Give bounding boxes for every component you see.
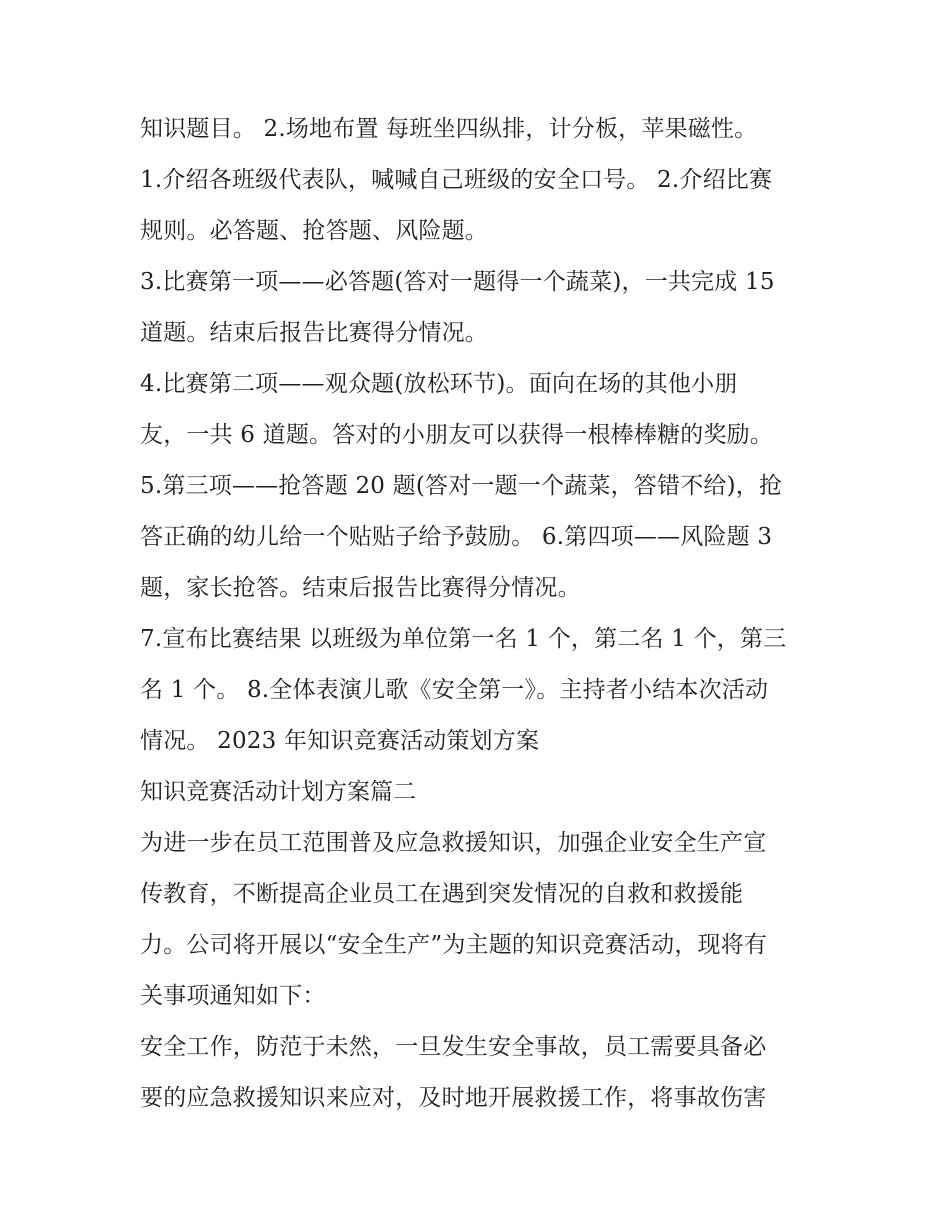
text-line: 5.第三项——抢答题 20 题(答对一题一个蔬菜，答错不给)，抢 xyxy=(140,473,783,499)
text-line: 情况。 2023 年知识竞赛活动策划方案 xyxy=(140,728,540,754)
text-line: 知识题目。 2.场地布置 每班坐四纵排，计分板，苹果磁性。 xyxy=(140,116,758,142)
text-line: 答正确的幼儿给一个贴贴子给予鼓励。 6.第四项——风险题 3 xyxy=(140,524,773,550)
text-line: 规则。必答题、抢答题、风险题。 xyxy=(140,218,488,244)
text-line: 道题。结束后报告比赛得分情况。 xyxy=(140,320,488,346)
text-line: 7.宣布比赛结果 以班级为单位第一名 1 个，第二名 1 个，第三 xyxy=(140,626,787,652)
text-line: 名 1 个。 8.全体表演儿歌《安全第一》。主持者小结本次活动 xyxy=(140,677,769,703)
text-line: 安全工作，防范于未然，一旦发生安全事故，员工需要具备必 xyxy=(140,1034,767,1060)
document-body xyxy=(140,104,820,1124)
text-line: 传教育，不断提高企业员工在遇到突发情况的自救和救援能 xyxy=(140,881,744,907)
text-line: 为进一步在员工范围普及应急救援知识，加强企业安全生产宣 xyxy=(140,830,767,856)
section-heading: 知识竞赛活动计划方案篇二 xyxy=(140,779,416,805)
text-line: 友，一共 6 道题。答对的小朋友可以获得一根棒棒糖的奖励。 xyxy=(140,422,774,448)
text-line: 4.比赛第二项——观众题(放松环节)。面向在场的其他小朋 xyxy=(140,371,738,397)
text-line: 要的应急救援知识来应对，及时地开展救援工作，将事故伤害 xyxy=(140,1085,767,1111)
text-line: 3.比赛第一项——必答题(答对一题得一个蔬菜)，一共完成 15 xyxy=(140,269,775,295)
text-line: 题，家长抢答。结束后报告比赛得分情况。 xyxy=(140,575,581,601)
text-line: 1.介绍各班级代表队，喊喊自己班级的安全口号。 2.介绍比赛 xyxy=(140,167,773,193)
text-line: 关事项通知如下： xyxy=(140,983,326,1009)
text-line: 力。公司将开展以“安全生产”为主题的知识竞赛活动，现将有 xyxy=(140,932,768,958)
